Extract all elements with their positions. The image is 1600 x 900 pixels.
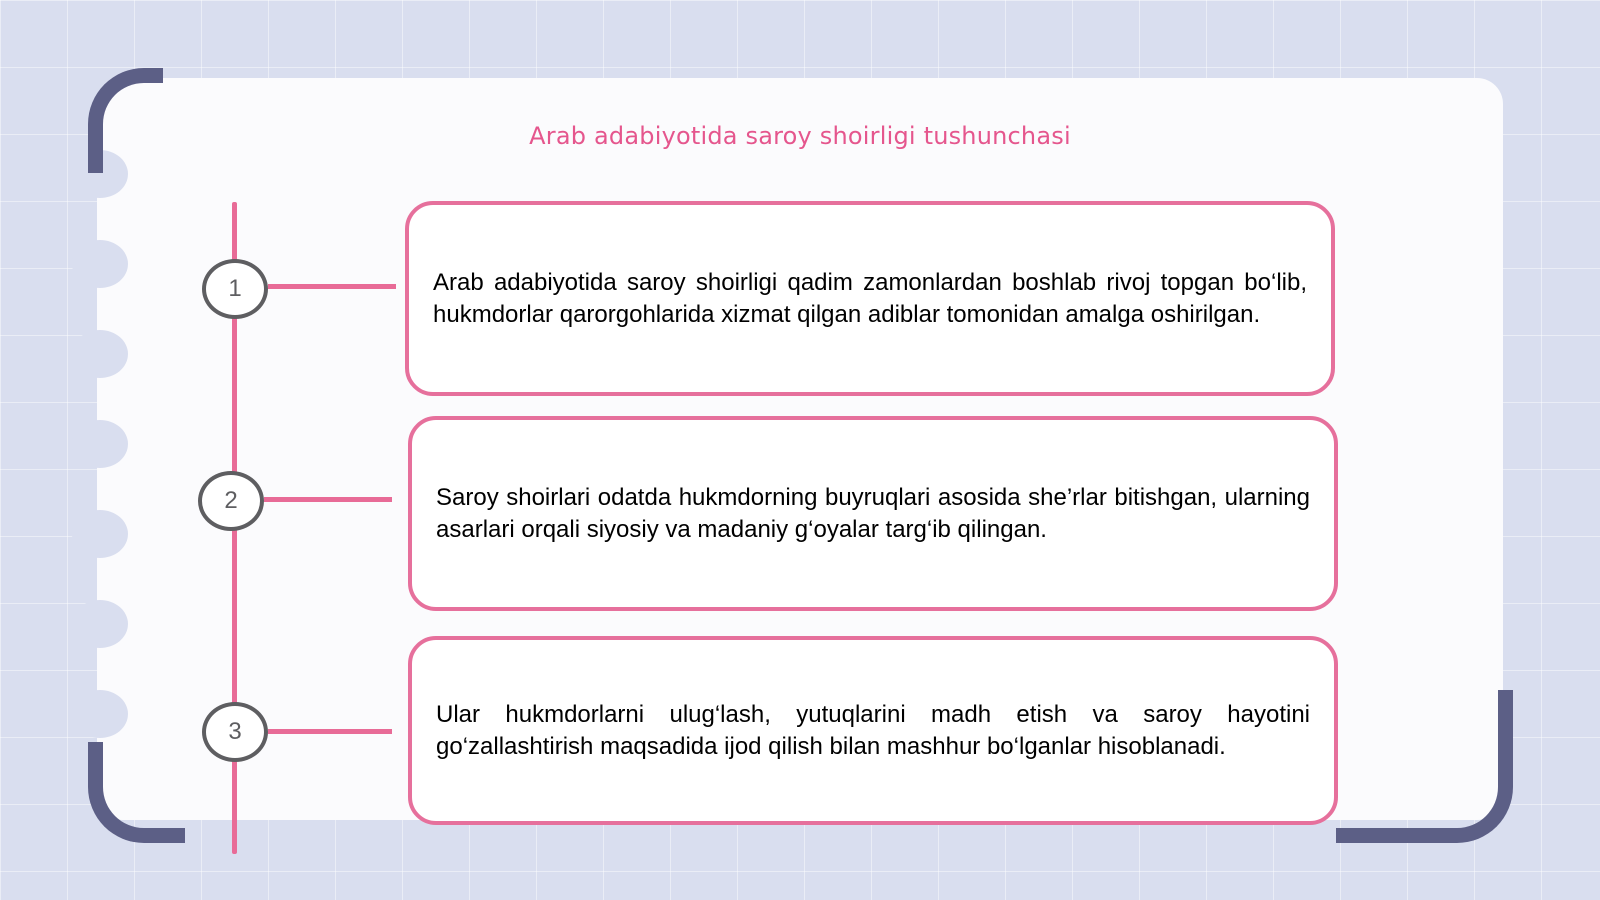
step-1-number: 1 (228, 275, 242, 302)
step-2-connector (264, 497, 392, 502)
step-3-connector (268, 729, 392, 734)
card-edge-scallop (72, 420, 128, 468)
frame-corner-bottom-right (1336, 690, 1513, 843)
step-2-box (408, 416, 1338, 611)
step-3-box (408, 636, 1338, 825)
card-edge-scallop (72, 330, 128, 378)
step-2-text: Saroy shoirlari odatda hukmdorning buyruqlari asosida she’rlar bitishgan, ularning asarlari orqali siyosiy va madaniy g‘oyalar targ‘ib qilingan. (436, 483, 1310, 543)
card-edge-scallop (72, 600, 128, 648)
slide-title: Arab adabiyotida saroy shoirligi tushunchasi (529, 122, 1071, 150)
step-2-number-badge (198, 471, 264, 531)
step-1-connector (268, 284, 396, 289)
frame-corner-top-left (88, 68, 163, 173)
step-2-number: 2 (224, 487, 238, 514)
step-3-number-badge (202, 702, 268, 762)
card-edge-scallop (72, 240, 128, 288)
step-1-box (405, 201, 1335, 396)
card-edge-scallop (72, 690, 128, 738)
step-3-number: 3 (228, 718, 242, 745)
frame-corner-bottom-left (88, 742, 185, 843)
step-1-text: Arab adabiyotida saroy shoirligi qadim zamonlardan boshlab rivoj topgan bo‘lib, hukmdorlar qarorgohlarida xizmat qilgan adiblar tomonidan amalga oshirilgan. (433, 268, 1307, 328)
step-1-number-badge (202, 259, 268, 319)
card-edge-scallop (72, 510, 128, 558)
step-3-text: Ular hukmdorlarni ulug‘lash, yutuqlarini madh etish va saroy hayotini go‘zallashtirish maqsadida ijod qilish bilan mashhur bo‘lganlar hisoblanadi. (436, 700, 1310, 760)
